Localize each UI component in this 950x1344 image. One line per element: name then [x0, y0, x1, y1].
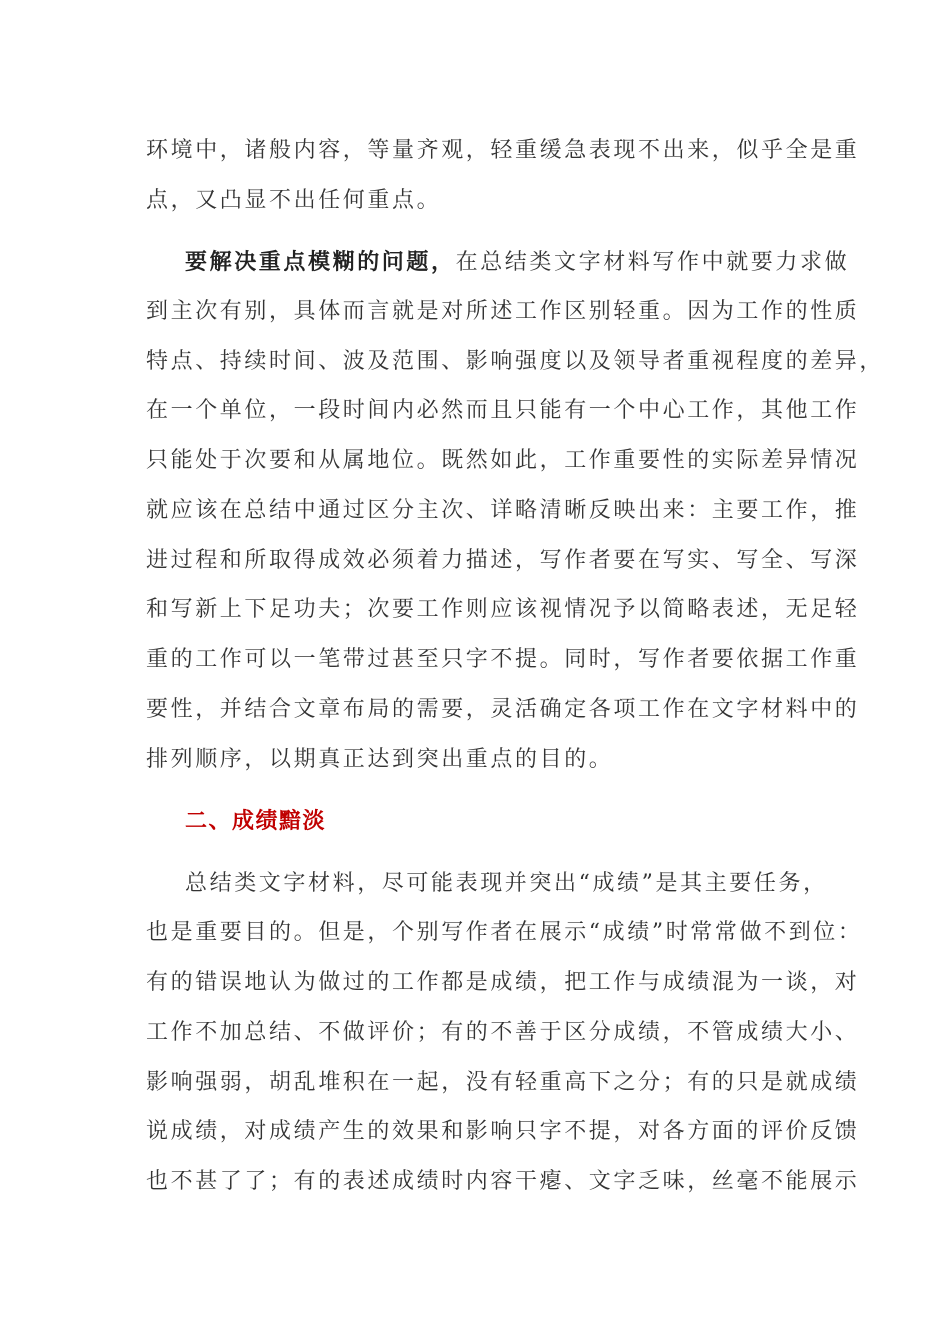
- paragraph-2-lead-bold: 要解决重点模糊的问题，: [185, 249, 456, 275]
- paragraph-2-line-8: 和写新上下足功夫；次要工作则应该视情况予以简略表述，无足轻: [146, 597, 860, 622]
- paragraph-1-line-1: 环境中，诸般内容，等量齐观，轻重缓急表现不出来，似乎全是重: [146, 138, 860, 163]
- paragraph-3-line-2: 也是重要目的。但是，个别写作者在展示“成绩”时常常做不到位：: [146, 920, 863, 945]
- paragraph-2-line-7: 进过程和所取得成效必须着力描述，写作者要在写实、写全、写深: [146, 548, 860, 573]
- section-heading: 二、成绩黯淡: [185, 809, 327, 834]
- paragraph-2-line-2: 到主次有别，具体而言就是对所述工作区别轻重。因为工作的性质: [146, 299, 860, 324]
- paragraph-3-line-1: 总结类文字材料，尽可能表现并突出“成绩”是其主要任务，: [185, 871, 828, 896]
- paragraph-2-line-3: 特点、持续时间、波及范围、影响强度以及领导者重视程度的差异，: [146, 349, 885, 374]
- paragraph-2-line-11: 排列顺序，以期真正达到突出重点的目的。: [146, 747, 614, 772]
- paragraph-2-line-5: 只能处于次要和从属地位。既然如此，工作重要性的实际差异情况: [146, 448, 860, 473]
- paragraph-2-line-1: [185, 247, 849, 278]
- paragraph-3-line-7: 也不甚了了；有的表述成绩时内容干瘪、文字乏味，丝毫不能展示: [146, 1169, 860, 1194]
- paragraph-3-line-6: 说成绩，对成绩产生的效果和影响只字不提，对各方面的评价反馈: [146, 1119, 860, 1144]
- paragraph-1-line-2: 点，又凸显不出任何重点。: [146, 188, 442, 213]
- paragraph-2-line-10: 要性，并结合文章布局的需要，灵活确定各项工作在文字材料中的: [146, 697, 860, 722]
- paragraph-3-line-4: 工作不加总结、不做评价；有的不善于区分成绩，不管成绩大小、: [146, 1020, 860, 1045]
- paragraph-2-line-4: 在一个单位，一段时间内必然而且只能有一个中心工作，其他工作: [146, 398, 860, 423]
- paragraph-2-line-9: 重的工作可以一笔带过甚至只字不提。同时，写作者要依据工作重: [146, 647, 860, 672]
- paragraph-3-line-5: 影响强弱，胡乱堆积在一起，没有轻重高下之分；有的只是就成绩: [146, 1070, 860, 1095]
- paragraph-3-line-3: 有的错误地认为做过的工作都是成绩，把工作与成绩混为一谈，对: [146, 970, 860, 995]
- paragraph-2-lead-rest: 在总结类文字材料写作中就要力求做: [455, 250, 850, 275]
- paragraph-2-line-6: 就应该在总结中通过区分主次、详略清晰反映出来：主要工作，推: [146, 498, 860, 523]
